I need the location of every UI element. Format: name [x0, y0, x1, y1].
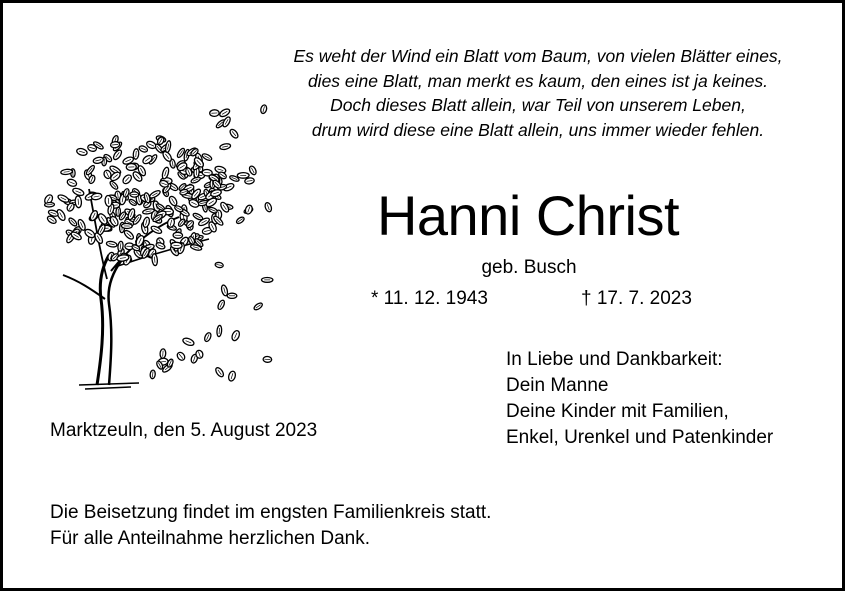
- poem-line: dies eine Blatt, man merkt es kaum, den eines ist ja keines.: [307, 70, 769, 91]
- poem-line: drum wird diese eine Blatt allein, uns immer wieder fehlen.: [311, 119, 765, 140]
- poem-line: Doch dieses Blatt allein, war Teil von unserem Leben,: [330, 95, 746, 115]
- death-date: † 17. 7. 2023: [581, 288, 692, 309]
- mourners-line: In Liebe und Dankbarkeit:: [506, 349, 723, 370]
- place-date: Marktzeuln, den 5. August 2023: [50, 420, 318, 441]
- footer-line: Für alle Anteilnahme herzlichen Dank.: [50, 528, 371, 549]
- footer-text: [50, 500, 491, 552]
- birth-date: * 11. 12. 1943: [371, 288, 488, 309]
- mourners-line: Deine Kinder mit Familien,: [506, 401, 729, 422]
- poem-line: Es weht der Wind ein Blatt vom Baum, von vielen Blätter eines,: [293, 46, 783, 66]
- mourners-line: Dein Manne: [506, 375, 609, 396]
- mourners-line: Enkel, Urenkel und Patenkinder: [506, 427, 774, 448]
- footer-line: Die Beisetzung findet im engsten Familienkreis statt.: [50, 502, 492, 523]
- poem: [213, 44, 845, 142]
- deceased-name: Hanni Christ: [376, 184, 680, 247]
- mourners-list: [506, 347, 773, 451]
- tree-icon: [39, 99, 279, 399]
- born-name: geb. Busch: [481, 257, 577, 278]
